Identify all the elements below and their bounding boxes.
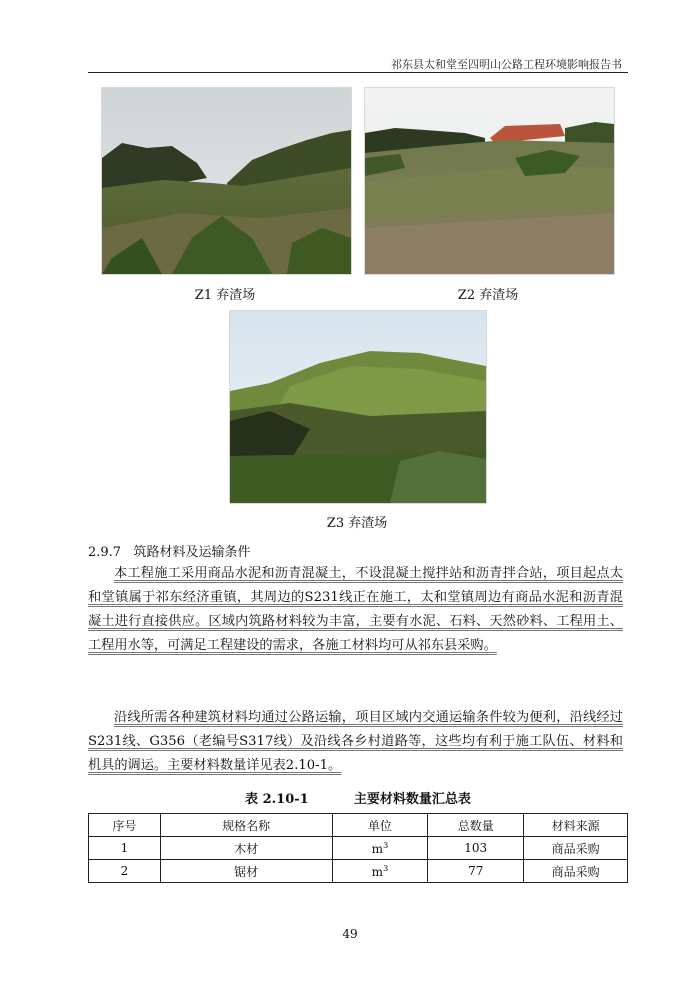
cell-no: 2 [89,860,161,883]
cell-source: 商品采购 [524,860,628,883]
table-title: 表 2.10-1 主要材料数量汇总表 [245,792,471,807]
cell-name: 木材 [160,837,332,860]
photo-z2 [364,87,615,275]
cell-unit [332,837,428,860]
table-row [89,860,628,883]
figure-caption-z1: Z1 弃渣场 [194,288,256,303]
unit-text: m [371,841,384,856]
table-header-row [89,814,628,837]
header-cell-no: 序号 [89,814,161,837]
header-rule [88,72,628,73]
section-heading: 2.9.7 筑路材料及运输条件 [88,545,251,560]
header-cell-name: 规格名称 [160,814,332,837]
paragraph-materials: 本工程施工采用商品水泥和沥青混凝土，不设混凝土搅拌站和沥青拌合站，项目起点太和堂镇属于祁东经济重镇，其周边的S231线正在施工，太和堂镇周边有商品水泥和沥青混凝土进行直接供应。区域内筑路材料较为丰富，主要有水泥、石料、天然砂料、工程用土、工程用水等，可满足工程建设的需求，各施工材料均可从祁东县采购。 [88,566,623,653]
cell-no: 1 [89,837,161,860]
header-cell-qty: 总数量 [428,814,524,837]
unit-superscript: 3 [383,840,389,850]
cell-unit [332,860,428,883]
materials-table [88,813,628,883]
figure-caption-z2: Z2 弃渣场 [457,288,519,303]
cell-qty: 103 [428,837,524,860]
cell-name: 锯材 [160,860,332,883]
cell-qty: 77 [428,860,524,883]
photo-z1 [101,87,352,275]
header-title: 祁东县太和堂至四明山公路工程环境影响报告书 [391,58,622,71]
page-number: 49 [342,927,358,941]
unit-superscript: 3 [383,863,389,873]
photo-z3 [229,310,487,504]
figure-caption-z3: Z3 弃渣场 [326,516,388,531]
cell-source: 商品采购 [524,837,628,860]
header-cell-unit: 单位 [332,814,428,837]
table-row [89,837,628,860]
header-cell-source: 材料来源 [524,814,628,837]
unit-text: m [371,864,384,879]
paragraph-transport: 沿线所需各种建筑材料均通过公路运输，项目区域内交通运输条件较为便利，沿线经过S231线、G356（老编号S317线）及沿线各乡村道路等，这些均有利于施工队伍、材料和机具的调运。主要材料数量详见表2.10-1。 [88,710,623,773]
